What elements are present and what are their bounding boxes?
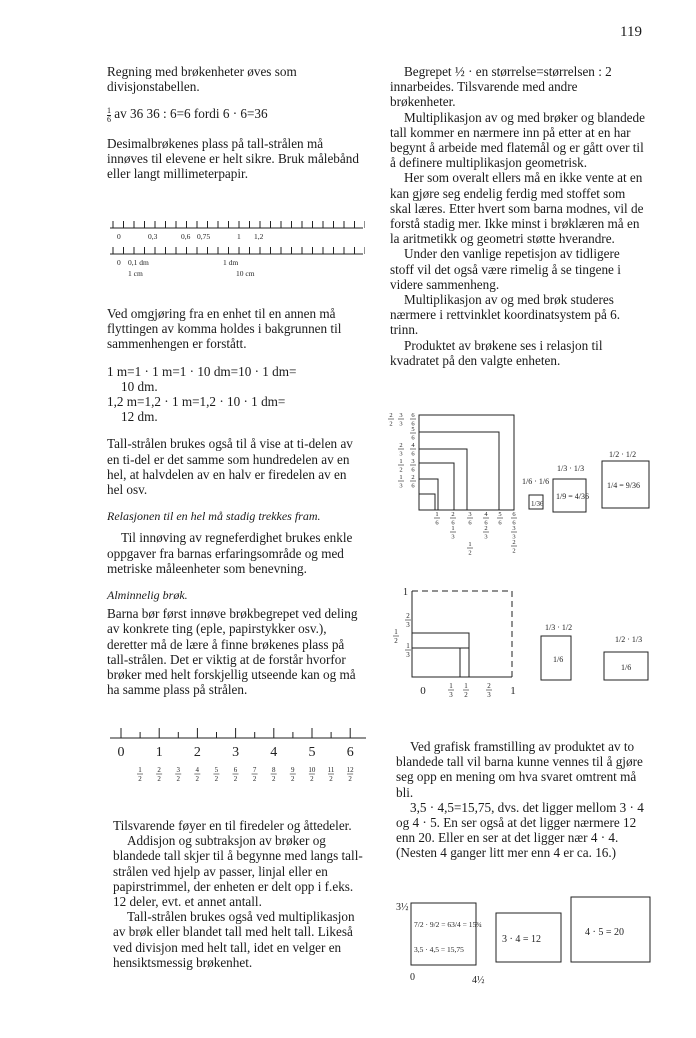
left-fractions bbox=[388, 412, 416, 490]
ruler-label: 1 bbox=[237, 232, 241, 241]
paragraph: Desimalbrøkenes plass på tall-strålen må innøves til elevene er helt sikre. Bruk målebånd eller langt millimeterpapir. bbox=[107, 135, 359, 182]
number-line-label: 3 bbox=[232, 745, 240, 760]
svg-text:2: 2 bbox=[399, 466, 403, 474]
decimal-ruler-figure bbox=[110, 213, 365, 283]
number-line-fraction bbox=[213, 766, 219, 783]
paragraph: Tilsvarende føyer en til firedeler og åttedeler. bbox=[113, 818, 352, 833]
svg-text:2: 2 bbox=[252, 775, 257, 783]
bottom-label: 0 bbox=[420, 685, 426, 697]
number-line-label: 6 bbox=[346, 745, 354, 760]
svg-text:3: 3 bbox=[176, 766, 180, 774]
svg-text:2: 2 bbox=[464, 691, 468, 699]
svg-text:1: 1 bbox=[464, 682, 468, 690]
ruler-label: 0,1 dm bbox=[128, 258, 149, 267]
svg-text:2: 2 bbox=[468, 549, 472, 557]
svg-text:2: 2 bbox=[291, 775, 295, 783]
number-line-label: 5 bbox=[308, 745, 316, 760]
svg-text:2: 2 bbox=[512, 539, 516, 546]
subheading: Relasjonen til en hel må stadig trekkes fram. bbox=[107, 509, 321, 524]
svg-text:2: 2 bbox=[157, 775, 161, 783]
svg-text:6: 6 bbox=[512, 511, 516, 518]
svg-text:3: 3 bbox=[512, 533, 516, 541]
product-box-thirds bbox=[553, 464, 589, 512]
ruler-label: 0,3 bbox=[148, 232, 158, 241]
number-line-figure bbox=[108, 720, 370, 790]
svg-text:1: 1 bbox=[399, 474, 403, 481]
left-fraction bbox=[410, 458, 416, 474]
bottom-fraction bbox=[467, 541, 473, 557]
equation: 3 · 4 = 12 bbox=[502, 934, 541, 945]
product-box-sixths bbox=[522, 477, 549, 509]
bottom-fraction bbox=[497, 511, 503, 527]
bottom-fraction bbox=[486, 682, 492, 699]
axis-label: 4½ bbox=[472, 975, 485, 986]
svg-text:2: 2 bbox=[271, 775, 276, 783]
svg-text:3: 3 bbox=[399, 450, 403, 458]
number-line-fraction bbox=[194, 766, 200, 783]
ruler-ticks bbox=[113, 221, 365, 228]
number-line-label: 1 bbox=[155, 745, 163, 760]
left-fraction bbox=[398, 442, 404, 458]
left-fraction bbox=[410, 426, 416, 442]
paragraph: 3,5 · 4,5=15,75, dvs. det ligger mellom 3 · 4 og 4 · 5. En ser også at det ligger nærmere 12 enn 20. Eller en ser at det ligger nær 4 · 4. (Nesten 4 ganger litt mer enn 4 er ca. 16.) bbox=[396, 799, 644, 861]
svg-text:1/2 · 1/2: 1/2 · 1/2 bbox=[609, 450, 637, 459]
svg-text:2: 2 bbox=[512, 547, 516, 555]
svg-text:1: 1 bbox=[468, 541, 472, 548]
bottom-fraction bbox=[448, 682, 454, 699]
bottom-fractions bbox=[434, 511, 517, 557]
svg-text:3: 3 bbox=[451, 533, 455, 541]
svg-text:2: 2 bbox=[487, 682, 491, 690]
svg-text:6: 6 bbox=[233, 766, 238, 774]
number-line-fraction bbox=[137, 766, 143, 783]
left-column bbox=[107, 64, 360, 181]
product-box-halves bbox=[602, 450, 649, 508]
svg-text:3: 3 bbox=[468, 511, 472, 518]
paragraph: Under den vanlige repetisjon av tidligere stoff vil det også være rimelig å se tingene i videre sammenheng. bbox=[390, 246, 621, 292]
equation: 12 dm. bbox=[121, 409, 158, 425]
number-line-label: 0 bbox=[117, 745, 125, 760]
left-fraction bbox=[410, 442, 416, 458]
svg-text:1/6: 1/6 bbox=[621, 663, 632, 672]
svg-text:5: 5 bbox=[411, 426, 415, 433]
svg-text:1/6 · 1/6: 1/6 · 1/6 bbox=[522, 477, 550, 486]
equation: 10 dm. bbox=[121, 378, 158, 394]
equation: 1,2 m=1,2 · 1 m=1,2 · 10 · 1 dm= bbox=[107, 394, 286, 410]
svg-text:2: 2 bbox=[329, 775, 333, 783]
right-column bbox=[390, 64, 645, 368]
svg-text:3: 3 bbox=[411, 458, 415, 465]
coordinate-fraction-figure bbox=[388, 582, 668, 704]
axis-label: 3½ bbox=[396, 902, 409, 913]
svg-text:2: 2 bbox=[157, 766, 161, 774]
product-box-2 bbox=[604, 635, 648, 680]
ruler-label: 1 dm bbox=[223, 258, 239, 267]
svg-text:3: 3 bbox=[406, 651, 410, 659]
svg-text:1/3 · 1/3: 1/3 · 1/3 bbox=[557, 464, 585, 473]
number-line-fraction bbox=[271, 766, 277, 783]
bottom-fraction bbox=[511, 539, 517, 555]
number-line-fraction bbox=[290, 766, 296, 783]
svg-text:6: 6 bbox=[411, 412, 415, 419]
number-line-label: 2 bbox=[193, 745, 201, 760]
bottom-fraction bbox=[450, 525, 456, 541]
axes-rects bbox=[412, 591, 512, 677]
svg-text:6: 6 bbox=[411, 420, 415, 428]
svg-text:2: 2 bbox=[389, 420, 393, 428]
paragraph: Begrepet ½ · en størrelse=størrelsen : 2 innarbeides. Tilsvarende med andre brøkenheter. bbox=[390, 64, 612, 110]
svg-text:6: 6 bbox=[468, 519, 472, 527]
fraction-squares-figure bbox=[382, 405, 662, 575]
svg-text:1: 1 bbox=[394, 628, 398, 636]
paragraph: Her som overalt ellers må en ikke vente at en kan gjøre seg endelig ferdig med stoffet som skal læres. Etter hvert som barna modnes, vil de forstå stadig mer. Ikke minst i brøklæren må en la aritmetikk og geometri støtte hverandre. bbox=[390, 170, 644, 247]
paragraph: $\frac{1}{6}$ av 36 36 : 6=6 fordi 6 · 6=36 bbox=[107, 105, 268, 124]
left-fraction bbox=[405, 612, 411, 629]
ruler-label: 0 bbox=[117, 258, 121, 267]
svg-text:9: 9 bbox=[291, 766, 295, 774]
svg-text:5: 5 bbox=[214, 766, 219, 774]
svg-text:3: 3 bbox=[487, 691, 491, 699]
svg-text:2: 2 bbox=[138, 775, 142, 783]
bottom-fraction bbox=[483, 525, 489, 541]
paragraph: Ved grafisk framstilling av produktet av to blandede tall vil barna kunne vennes til å gjøre seg opp en mening om hva svaret omtrent må bli. bbox=[396, 739, 643, 800]
svg-text:8: 8 bbox=[271, 766, 276, 774]
svg-text:1: 1 bbox=[403, 587, 408, 598]
paragraph: Multiplikasjon av og med brøker og blandede tall kommer en nærmere inn på etter at en har begynt å arbeide med flatemål og er gått over til å definere multiplikasjon geometrisk. bbox=[390, 109, 645, 171]
bottom-fraction-labels bbox=[420, 682, 516, 699]
number-line-fraction bbox=[347, 766, 355, 783]
number-line-fraction bbox=[328, 766, 335, 783]
svg-text:5: 5 bbox=[498, 511, 502, 518]
svg-text:6: 6 bbox=[512, 519, 516, 527]
paragraph: Tall-strålen brukes også til å vise at ti-delen av en ti-del er det samme som hundredelen av en hel, at halvdelen av en halv er firedelen av en hel osv. bbox=[107, 436, 353, 498]
number-line-fraction bbox=[233, 766, 239, 783]
svg-text:2: 2 bbox=[389, 412, 393, 419]
svg-text:10: 10 bbox=[308, 766, 316, 774]
paragraph: Multiplikasjon av og med brøk studeres nærmere i rettvinklet koordinatsystem på 6. trinn. bbox=[390, 292, 620, 338]
svg-text:2: 2 bbox=[399, 442, 403, 449]
left-fraction bbox=[398, 474, 404, 490]
bottom-fraction bbox=[467, 511, 473, 527]
svg-text:2: 2 bbox=[176, 775, 180, 783]
left-fraction bbox=[388, 412, 394, 428]
paragraph: Tall-strålen brukes også ved multiplikasjon av brøk eller blandet tall med helt tall. Likeså ved divisjon med helt tall, idet en velger en hensiktsmessig brøkenhet. bbox=[113, 909, 355, 970]
svg-text:1: 1 bbox=[138, 766, 142, 774]
number-line-ticks bbox=[121, 728, 350, 738]
left-fraction bbox=[398, 458, 404, 474]
svg-text:1: 1 bbox=[435, 511, 439, 518]
svg-text:6: 6 bbox=[451, 519, 455, 527]
svg-text:2: 2 bbox=[484, 525, 488, 532]
svg-text:3: 3 bbox=[399, 412, 403, 419]
right-column-2 bbox=[396, 739, 651, 861]
paragraph: Barna bør først innøve brøkbegrepet ved deling av konkrete ting (eple, papirstykker osv.), deretter må de lære å finne brøkenes plass på tall-strålen. Det er viktig at de forstår hvorfor brøker med helt forskjellig utseende kan og må ha samme plass på strålen. bbox=[107, 606, 358, 698]
svg-text:2: 2 bbox=[310, 775, 314, 783]
svg-text:6: 6 bbox=[435, 519, 439, 527]
svg-text:6: 6 bbox=[411, 450, 415, 458]
left-fraction bbox=[410, 474, 416, 490]
left-fraction-labels bbox=[393, 612, 411, 659]
ruler-label: 1 cm bbox=[128, 269, 143, 278]
subheading: Alminnelig brøk. bbox=[107, 588, 188, 603]
ruler-label: 0,75 bbox=[197, 232, 211, 241]
svg-text:4: 4 bbox=[195, 766, 200, 774]
svg-text:2: 2 bbox=[195, 775, 200, 783]
number-line-fractions bbox=[137, 766, 354, 783]
bottom-fraction bbox=[463, 682, 469, 699]
left-fraction bbox=[398, 412, 404, 428]
svg-text:11: 11 bbox=[327, 766, 335, 774]
svg-text:2: 2 bbox=[394, 637, 398, 645]
equation: 1 m=1 · 1 m=1 · 10 dm=10 · 1 dm= bbox=[107, 363, 297, 379]
svg-text:6: 6 bbox=[484, 519, 488, 527]
ruler-ticks bbox=[113, 247, 365, 254]
ruler-label: 0 bbox=[117, 232, 121, 241]
number-line-fraction bbox=[252, 766, 258, 783]
svg-text:1: 1 bbox=[451, 525, 455, 532]
svg-text:6: 6 bbox=[411, 466, 415, 474]
axis-label: 0 bbox=[410, 972, 415, 983]
left-fraction bbox=[405, 642, 411, 659]
bottom-fraction bbox=[434, 511, 440, 527]
svg-text:6: 6 bbox=[498, 519, 502, 527]
svg-text:1/6: 1/6 bbox=[553, 655, 564, 664]
svg-text:3: 3 bbox=[399, 420, 403, 428]
number-line-fraction bbox=[156, 766, 162, 783]
svg-text:7: 7 bbox=[252, 766, 257, 774]
left-labels bbox=[403, 587, 408, 598]
left-column-2 bbox=[107, 306, 360, 697]
svg-text:2: 2 bbox=[214, 775, 219, 783]
ruler-label: 10 cm bbox=[236, 269, 255, 278]
number-line-fraction bbox=[308, 766, 316, 783]
number-line-label: 4 bbox=[270, 745, 278, 760]
number-line-fraction bbox=[175, 766, 181, 783]
svg-text:1/9 = 4/36: 1/9 = 4/36 bbox=[556, 492, 589, 501]
svg-text:2: 2 bbox=[406, 612, 410, 620]
svg-text:1/3 · 1/2: 1/3 · 1/2 bbox=[545, 623, 573, 632]
number-line-labels bbox=[118, 745, 354, 760]
svg-text:3: 3 bbox=[399, 482, 403, 490]
ruler-label: 1,2 bbox=[254, 232, 264, 241]
equation: 3,5 · 4,5 = 15,75 bbox=[414, 945, 464, 954]
svg-text:12: 12 bbox=[346, 766, 354, 774]
product-box-1 bbox=[541, 623, 572, 680]
svg-text:6: 6 bbox=[411, 482, 415, 490]
svg-text:3: 3 bbox=[406, 621, 410, 629]
paragraph: Regning med brøkenheter øves som divisjonstabellen. bbox=[107, 64, 297, 95]
svg-text:3: 3 bbox=[484, 533, 488, 541]
svg-text:1/4 = 9/36: 1/4 = 9/36 bbox=[607, 481, 640, 490]
svg-text:3: 3 bbox=[449, 691, 453, 699]
paragraph: Addisjon og subtraksjon av brøker og blandede tall skjer til å begynne med langs tall-strålen ved hjelp av passer, linjal eller en papirstrimmel, der enheten er delt opp i f.eks. 12 deler, evt. et annet antall. bbox=[113, 833, 363, 910]
svg-text:2: 2 bbox=[451, 511, 455, 518]
svg-text:1: 1 bbox=[399, 458, 403, 465]
svg-text:2: 2 bbox=[348, 775, 352, 783]
svg-text:1/36: 1/36 bbox=[531, 500, 544, 508]
svg-text:1/2 · 1/3: 1/2 · 1/3 bbox=[615, 635, 643, 644]
svg-text:1: 1 bbox=[406, 642, 410, 650]
paragraph: Til innøving av regneferdighet brukes enkle oppgaver fra barnas erfaringsområde og med metriske måleenheter som benevning. bbox=[107, 530, 353, 576]
fraction: $\frac{1}{6}$ bbox=[107, 105, 111, 124]
equation: 4 · 5 = 20 bbox=[585, 927, 624, 938]
left-column-3 bbox=[113, 818, 368, 970]
svg-text:2: 2 bbox=[233, 775, 238, 783]
paragraph: Produktet av brøkene ses i relasjon til kvadratet på den valgte enheten. bbox=[390, 337, 603, 368]
svg-text:2: 2 bbox=[411, 474, 415, 481]
svg-text:4: 4 bbox=[411, 442, 415, 449]
svg-text:3: 3 bbox=[512, 525, 516, 532]
product-rect bbox=[411, 903, 476, 965]
svg-text:4: 4 bbox=[484, 511, 488, 518]
ruler-label: 0,6 bbox=[181, 232, 191, 241]
svg-text:6: 6 bbox=[411, 434, 415, 442]
equation: 7/2 · 9/2 = 63/4 = 15¾ bbox=[414, 920, 482, 929]
page-number: 119 bbox=[620, 24, 642, 40]
nested-squares bbox=[419, 415, 514, 510]
svg-text:1: 1 bbox=[449, 682, 453, 690]
mixed-number-product-figure bbox=[390, 890, 670, 992]
bottom-label: 1 bbox=[510, 685, 516, 697]
paragraph: Ved omgjøring fra en enhet til en annen må flyttingen av komma holdes i bakgrunnen til sammenhengen er forstått. bbox=[107, 306, 342, 352]
left-fraction bbox=[393, 628, 399, 645]
